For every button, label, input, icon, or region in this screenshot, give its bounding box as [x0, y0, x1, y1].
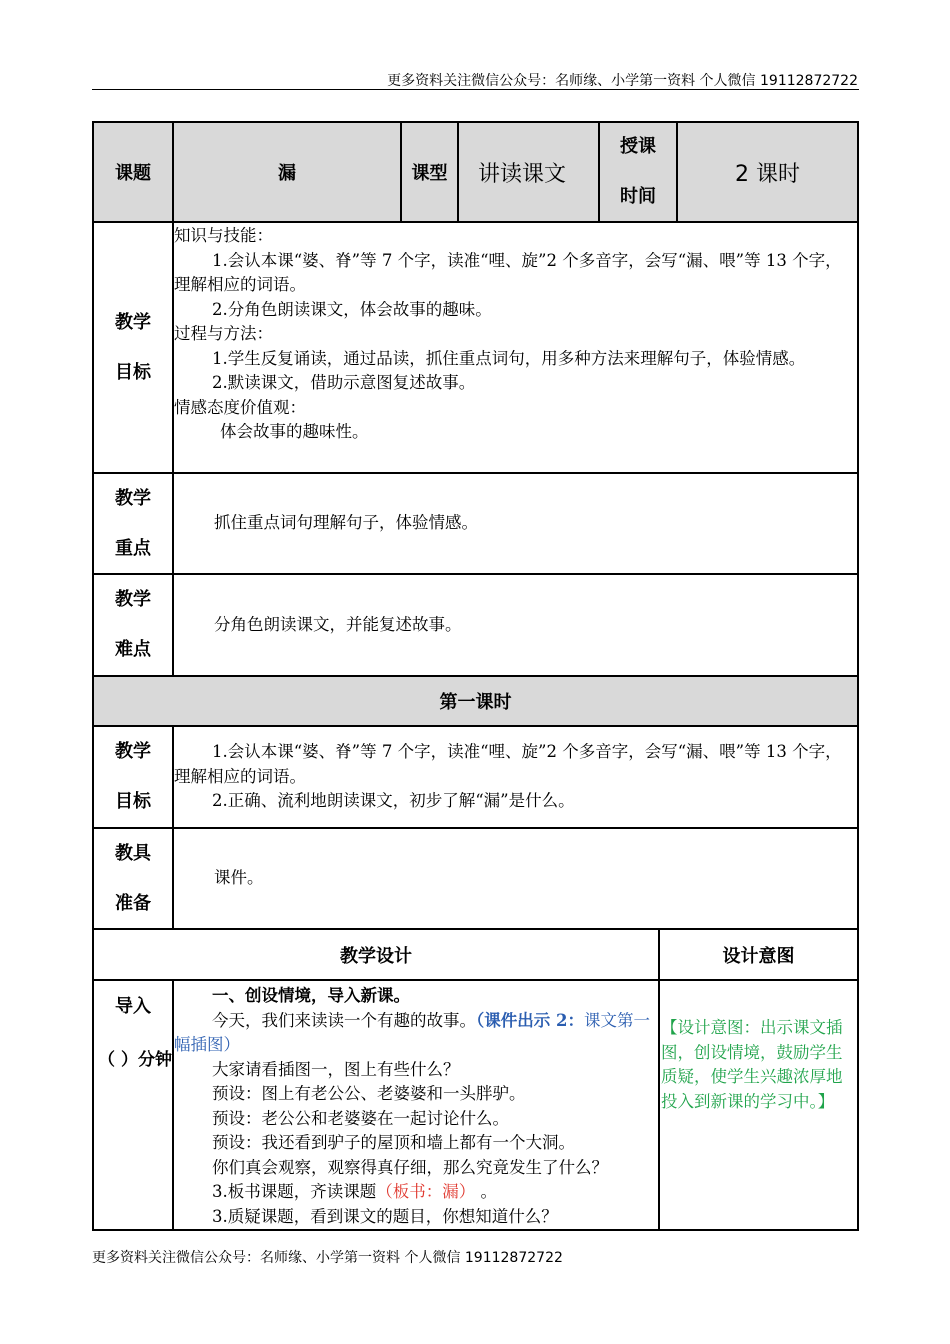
- intro-line-5: 预设：我还看到驴子的屋顶和墙上都有一个大洞。: [212, 1133, 575, 1152]
- first-lesson-goal-1: 1.会认本课“婆、脊”等 7 个字，读准“哩、旋”2 个多音字，会写“漏、喂”等 13 个字，理解相应的词语。: [174, 742, 842, 786]
- page-header: 更多资料关注微信公众号：名师缘、小学第一资料 个人微信 19112872722: [387, 73, 858, 89]
- design-intent-text: 【设计意图：出示课文插图，创设情境，鼓励学生质疑，使学生兴趣浓厚地投入到新课的学习中。】: [661, 1018, 843, 1111]
- intro-label-line2: （ ）分钟: [98, 1049, 172, 1070]
- first-lesson-goals-content: [172, 740, 857, 826]
- key-points-label-line1: 教学: [115, 487, 151, 509]
- tools-label: [94, 829, 172, 928]
- time-label-line1: 授课: [620, 136, 656, 157]
- emotion-title: 情感态度价值观：: [174, 397, 306, 417]
- intro-content: [172, 984, 658, 1229]
- topic-label: 课题: [115, 163, 151, 184]
- type-label: 课型: [411, 163, 448, 184]
- first-lesson-goals-label-line2: 目标: [115, 791, 151, 812]
- process-title: 过程与方法：: [174, 324, 273, 343]
- topic-value: 漏: [278, 163, 296, 184]
- intro-line-2: 大家请看插图一，图上有些什么？: [212, 1059, 460, 1079]
- knowledge-item-1: 1.会认本课“婆、脊”等 7 个字，读准“哩、旋”2 个多音字，会写“漏、喂”等 13 个字，理解相应的词语。: [174, 250, 842, 294]
- goals-label-line2: 目标: [115, 361, 151, 383]
- key-points-label-line2: 重点: [115, 537, 151, 559]
- intro-label: [94, 981, 172, 1229]
- goals-label: [94, 223, 172, 472]
- design-column-header: 教学设计: [340, 945, 412, 967]
- first-lesson-title: 第一课时: [439, 692, 512, 713]
- intro-line-8: 3.质疑课题，看到课文的题目，你想知道什么？: [212, 1206, 558, 1226]
- process-item-1: 1.学生反复诵读，通过品读，抓住重点词句，用多种方法来理解句子，体验情感。: [212, 348, 806, 368]
- intro-line-7: 3.板书课题，齐读课题（板书：漏） 。: [212, 1182, 497, 1201]
- emotion-item-1: 体会故事的趣味性。: [220, 422, 369, 441]
- difficulties-label-line2: 难点: [115, 639, 151, 660]
- intro-line-4: 预设：老公公和老婆婆在一起讨论什么。: [212, 1108, 509, 1128]
- first-lesson-goals-label: [94, 727, 172, 827]
- key-points-text: 抓住重点词句理解句子，体验情感。: [214, 513, 478, 533]
- difficulties-label-line1: 教学: [115, 589, 151, 610]
- tools-text: 课件。: [214, 868, 264, 888]
- key-points-label: [94, 474, 172, 573]
- goals-label-line1: 教学: [115, 311, 151, 333]
- first-lesson-goals-label-line1: 教学: [115, 741, 151, 762]
- time-label-line2: 时间: [620, 186, 656, 207]
- header-divider: [92, 89, 859, 90]
- first-lesson-goal-2: 2.正确、流利地朗读课文，初步了解“漏”是什么。: [212, 791, 575, 810]
- time-label: [600, 123, 676, 221]
- intro-line-3: 预设：图上有老公公、老婆婆和一头胖驴。: [212, 1084, 526, 1103]
- process-item-2: 2.默读课文，借助示意图复述故事。: [212, 373, 476, 392]
- time-value: 2 课时: [735, 161, 800, 187]
- difficulties-text: 分角色朗读课文，并能复述故事。: [214, 614, 462, 634]
- type-value: 讲读课文: [478, 161, 567, 187]
- knowledge-title: 知识与技能：: [174, 226, 273, 245]
- tools-label-line1: 教具: [115, 842, 151, 864]
- intent-column-header: 设计意图: [722, 945, 795, 967]
- difficulties-label: [94, 575, 172, 675]
- intro-line-1: 今天，我们来读读一个有趣的故事。（课件出示 2：课文第一幅插图）: [174, 1010, 650, 1054]
- tools-label-line2: 准备: [115, 892, 151, 914]
- knowledge-item-2: 2.分角色朗读课文，体会故事的趣味。: [212, 299, 492, 319]
- page-footer: 更多资料关注微信公众号：名师缘、小学第一资料 个人微信 19112872722: [92, 1250, 563, 1266]
- intro-line-6: 你们真会观察，观察得真仔细，那么究竟发生了什么？: [212, 1157, 608, 1177]
- intro-section-title: 一、创设情境，导入新课。: [212, 986, 410, 1005]
- goals-content: [172, 224, 857, 472]
- intro-label-line1: 导入: [115, 996, 151, 1017]
